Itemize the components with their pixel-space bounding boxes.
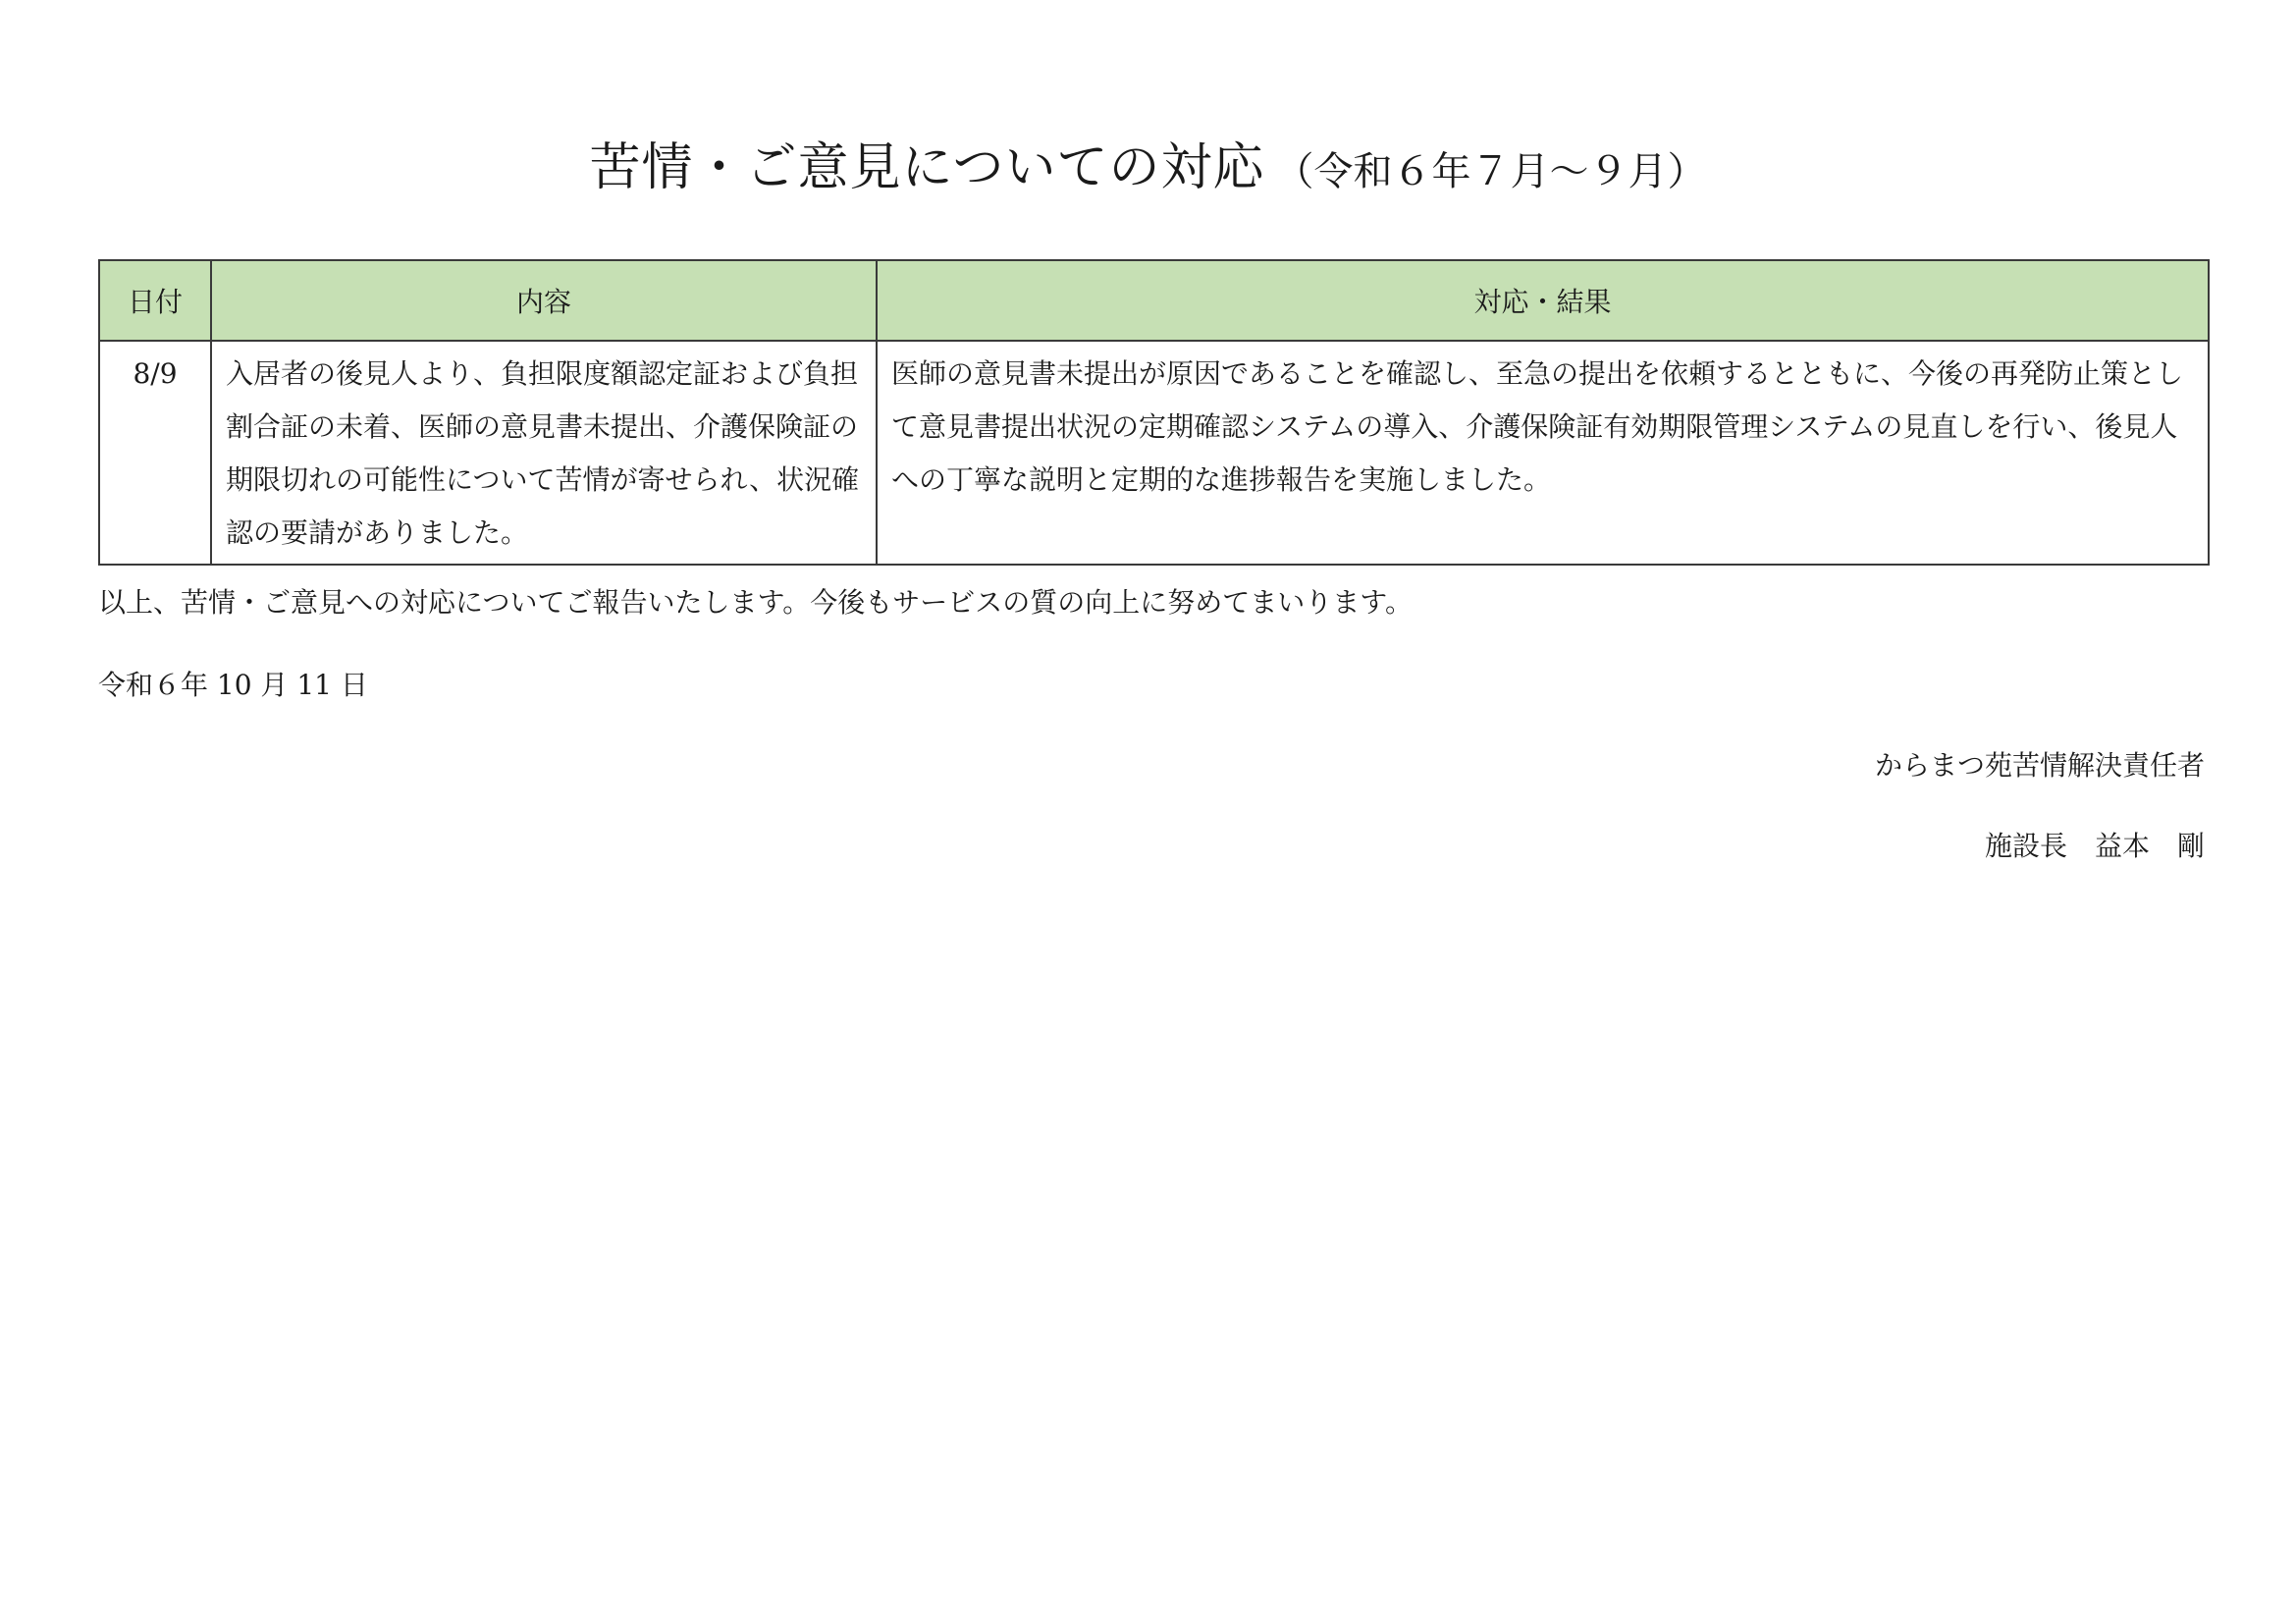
- complaint-table: [98, 259, 2210, 566]
- title-period: （令和６年７月〜９月）: [1274, 149, 1707, 194]
- row-date: 8/9: [99, 341, 211, 565]
- table-row: [99, 341, 2209, 565]
- closing-text: 以上、苦情・ご意見への対応についてご報告いたします。今後もサービスの質の向上に努めてまいります。: [98, 586, 1413, 619]
- row-response: 医師の意見書未提出が原因であることを確認し、至急の提出を依頼するとともに、今後の再発防止策として意見書提出状況の定期確認システムの導入、介護保険証有効期限管理システムの見直しを行い、後見人への丁寧な説明と定期的な進捗報告を実施しました。: [877, 341, 2209, 565]
- signature-name: 施設長 益本 剛: [1984, 830, 2205, 862]
- page-title: [0, 126, 2296, 199]
- title-main: 苦情・ご意見についての対応: [589, 138, 1265, 197]
- header-date: 日付: [99, 260, 211, 341]
- header-response: 対応・結果: [877, 260, 2209, 341]
- table-header-row: [99, 260, 2209, 341]
- row-content: 入居者の後見人より、負担限度額認定証および負担割合証の未着、医師の意見書未提出、介護保険証の期限切れの可能性について苦情が寄せられ、状況確認の要請がありました。: [211, 341, 877, 565]
- signature-organization: からまつ苑苦情解決責任者: [1874, 749, 2205, 782]
- report-date: 令和６年 10 月 11 日: [98, 669, 368, 701]
- header-content: 内容: [211, 260, 877, 341]
